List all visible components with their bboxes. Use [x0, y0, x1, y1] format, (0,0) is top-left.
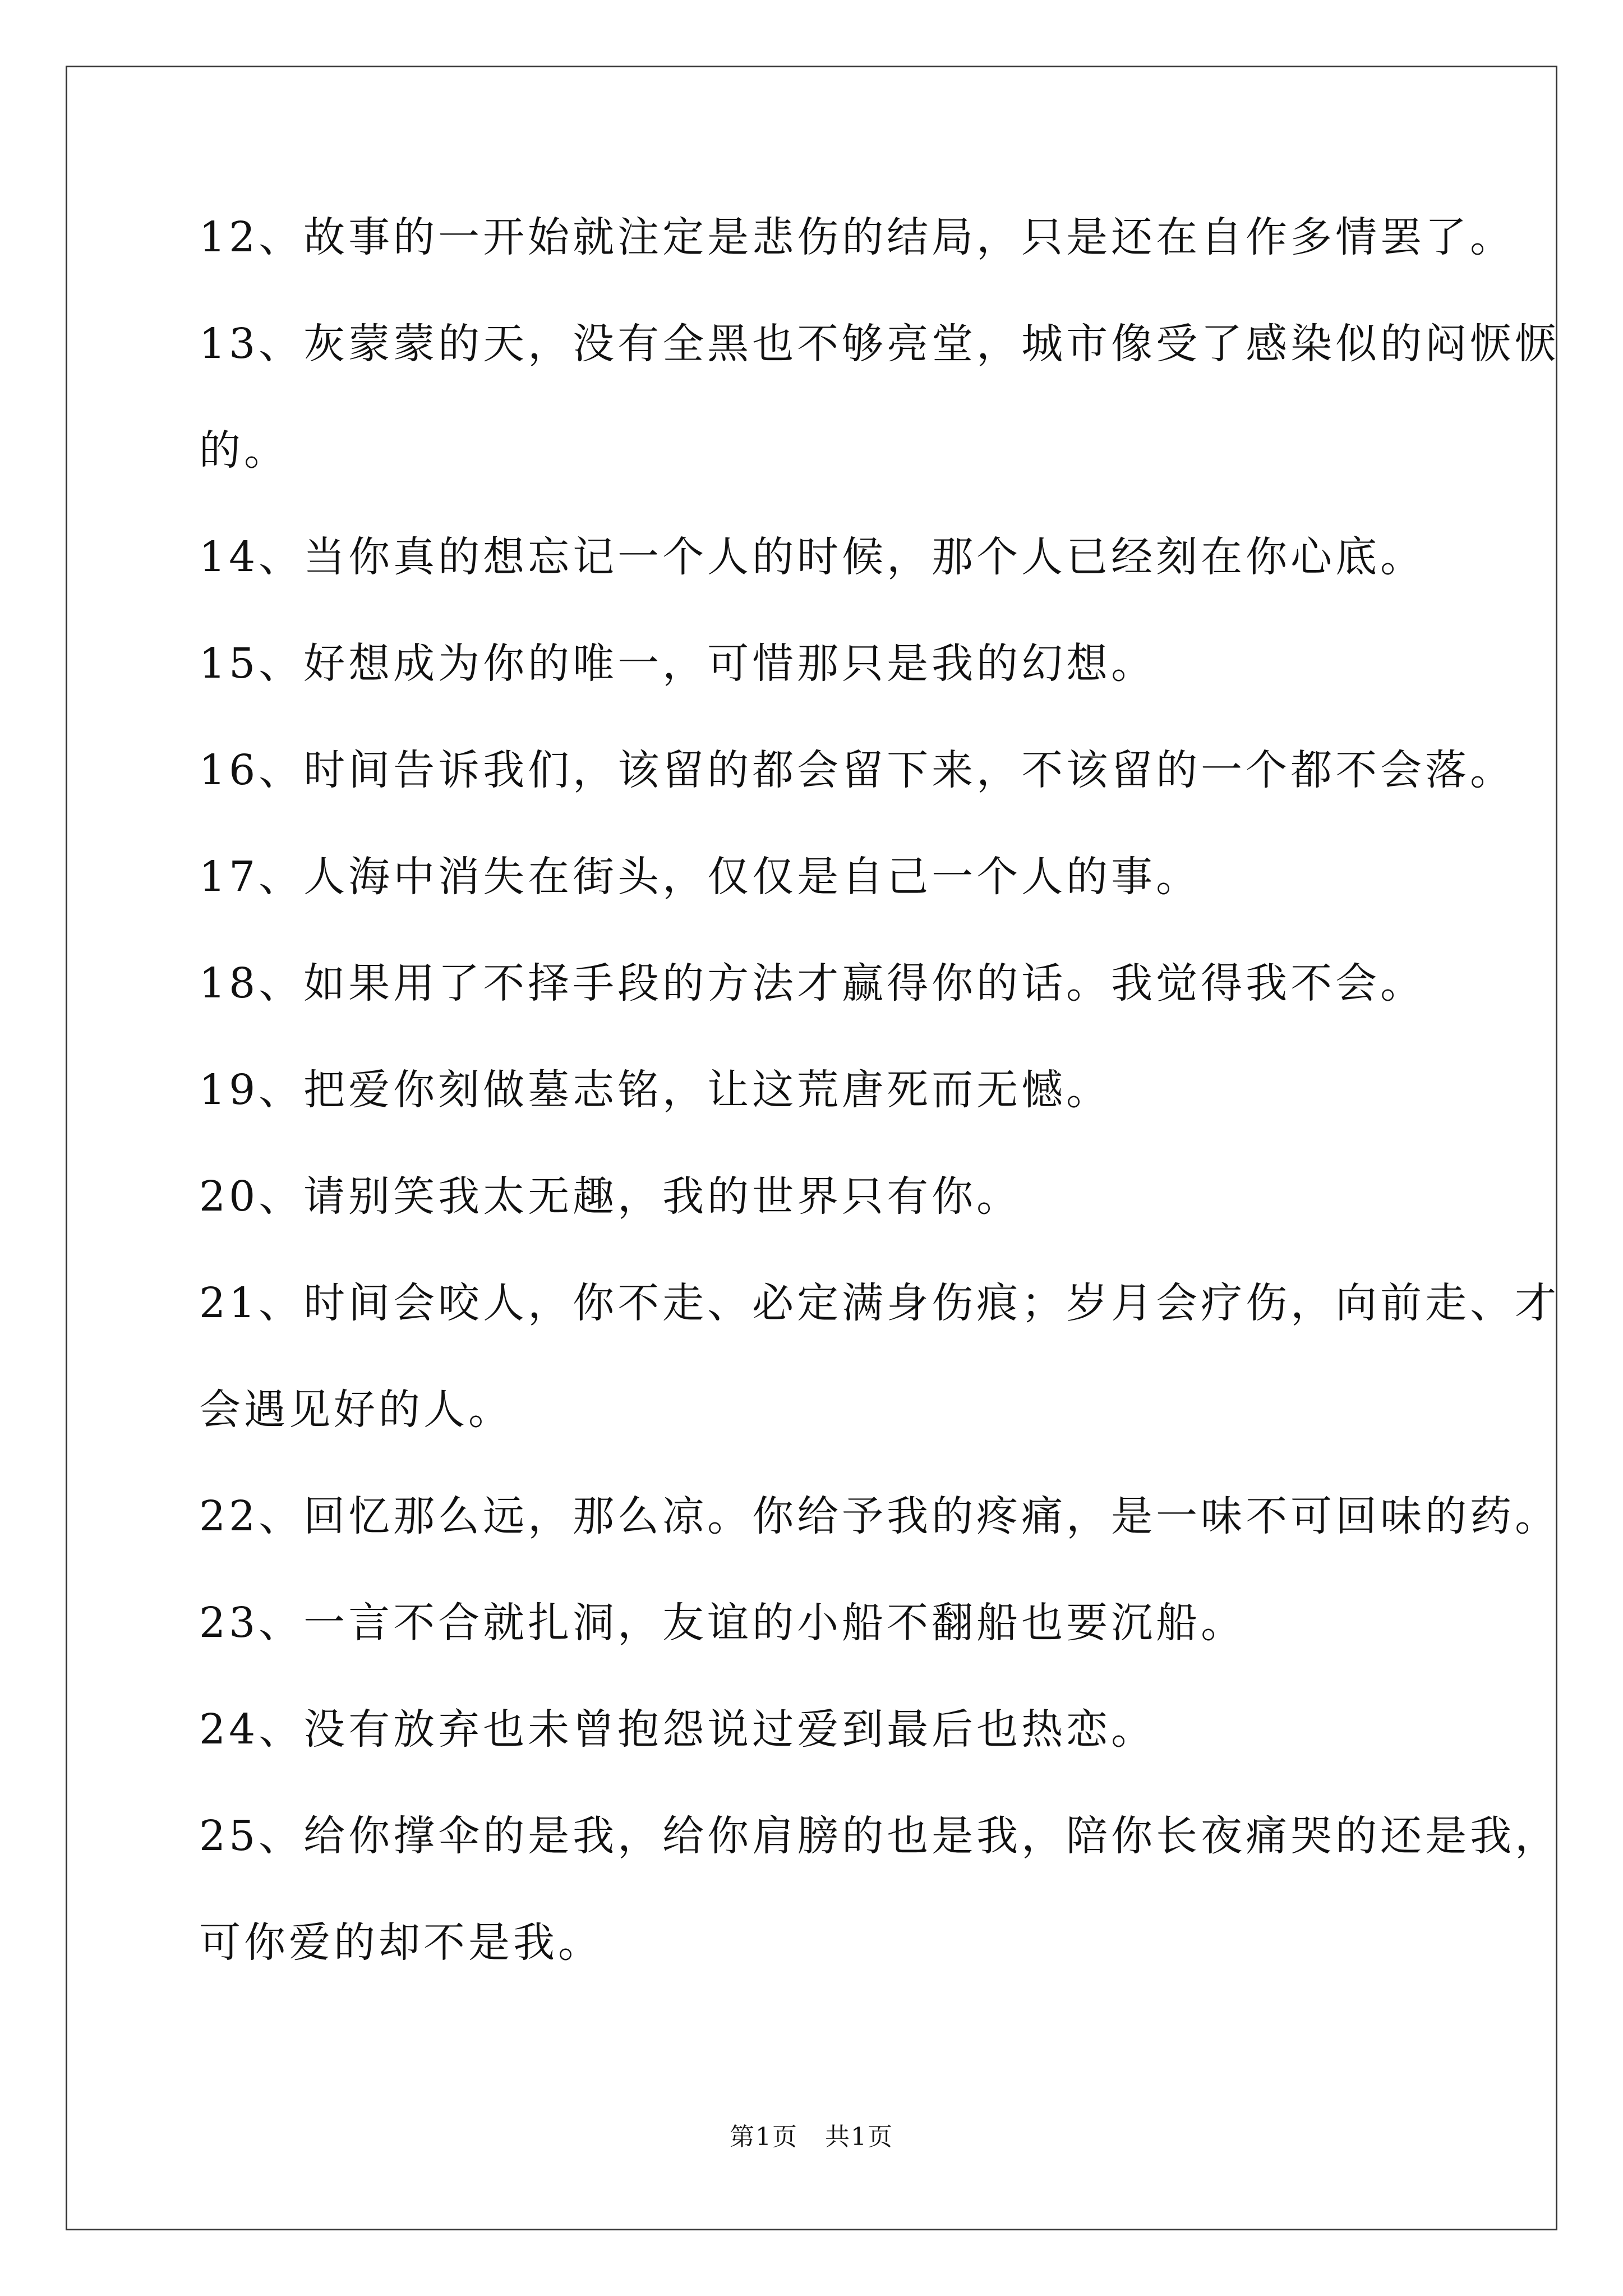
text-line: 会遇见好的人。	[199, 1386, 513, 1434]
text-line: 18、如果用了不择手段的方法才赢得你的话。我觉得我不会。	[199, 959, 1426, 1007]
text-line: 可你爱的却不是我。	[199, 1918, 603, 1967]
text-line: 14、当你真的想忘记一个人的时候，那个人已经刻在你心底。	[199, 533, 1426, 581]
text-line: 的。	[199, 426, 289, 475]
text-line: 23、一言不合就扎洞，友谊的小船不翻船也要沉船。	[199, 1599, 1246, 1647]
page-total: 共1页	[825, 2123, 893, 2151]
page-footer	[0, 2120, 1623, 2154]
page-number: 第1页	[730, 2123, 798, 2151]
text-line: 25、给你撑伞的是我，给你肩膀的也是我，陪你长夜痛哭的还是我，	[199, 1812, 1560, 1860]
text-line: 17、人海中消失在街头，仅仅是自己一个人的事。	[199, 853, 1201, 901]
text-line: 19、把爱你刻做墓志铭，让这荒唐死而无憾。	[199, 1066, 1112, 1114]
text-line: 24、没有放弃也未曾抱怨说过爱到最后也热恋。	[199, 1705, 1156, 1754]
text-line: 20、请别笑我太无趣，我的世界只有你。	[199, 1172, 1022, 1221]
text-line: 13、灰蒙蒙的天，没有全黑也不够亮堂，城市像受了感染似的闷恹恹	[199, 320, 1560, 368]
document-body	[199, 210, 1560, 1970]
text-line: 15、好想成为你的唯一，可惜那只是我的幻想。	[199, 639, 1156, 688]
text-line: 22、回忆那么远，那么凉。你给予我的疼痛，是一味不可回味的药。	[199, 1492, 1560, 1540]
text-line: 12、故事的一开始就注定是悲伤的结局，只是还在自作多情罢了。	[199, 213, 1515, 261]
text-line: 16、时间告诉我们，该留的都会留下来，不该留的一个都不会落。	[199, 746, 1515, 794]
text-line: 21、时间会咬人，你不走、必定满身伤痕；岁月会疗伤，向前走、才	[199, 1279, 1560, 1327]
